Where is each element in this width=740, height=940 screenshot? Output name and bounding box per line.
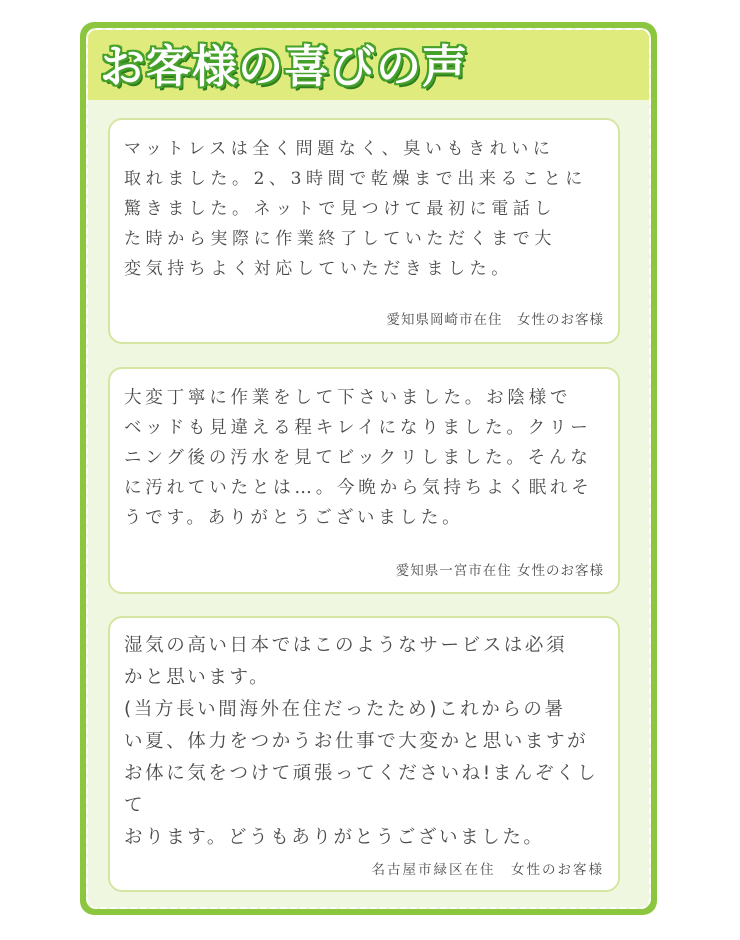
testimonial-card (108, 616, 620, 892)
testimonial-card (108, 367, 620, 594)
testimonial-author: 名古屋市緑区在住 女性のお客様 (371, 862, 604, 878)
testimonial-card (108, 118, 620, 344)
page-title: お客様の喜びの声 (100, 40, 469, 93)
testimonial-text: 湿気の高い日本ではこのようなサービスは必須 かと思います。 (当方長い間海外在住だったため)これからの暑 い夏、体力をつかうお仕事で大変かと思いますが お体に気をつけて頑張ってくださいね!まんぞくして おります。どうもありがとうございました。 (124, 635, 599, 848)
testimonial-author: 愛知県岡崎市在住 女性のお客様 (386, 312, 604, 328)
testimonial-text: マットレスは全く問題なく、臭いもきれいに 取れました。2、3時間で乾燥まで出来ることに 驚きました。ネットで見つけて最初に電話し た時から実際に作業終了していただくまで大 変気持ちよく対応していただきました。 (124, 139, 587, 279)
testimonial-author: 愛知県一宮市在住 女性のお客様 (395, 563, 604, 579)
testimonials-panel (80, 22, 657, 915)
header-band (88, 30, 649, 100)
testimonial-text: 大変丁寧に作業をして下さいました。お陰様で ベッドも見違える程キレイになりました。クリー ニング後の汚水を見てビックリしました。そんな に汚れていたとは…。今晩から気持ちよく眠れそ うです。ありがとうございました。 (124, 388, 593, 528)
testimonials-panel-inner (86, 28, 651, 909)
